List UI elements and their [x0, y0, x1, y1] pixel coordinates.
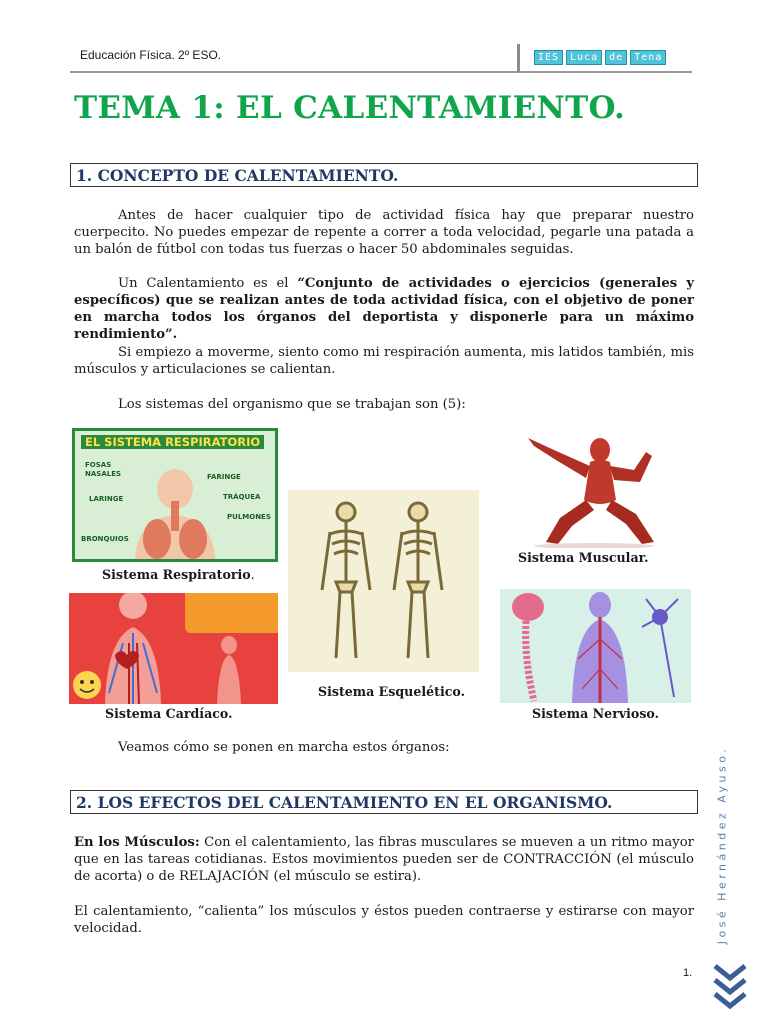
- paragraph-speed: El calentamiento, “calienta” los músculos y éstos pueden contraerse y estirarse con mayor velocidad.: [74, 904, 694, 936]
- label-fosas: FOSAS NASALES: [85, 461, 122, 478]
- muscular-system-image: [524, 430, 669, 548]
- skeletal-system-image: [288, 490, 479, 672]
- header-rule: [70, 71, 520, 73]
- caption-respiratorio: Sistema Respiratorio.: [102, 567, 255, 582]
- respiratory-image-title: EL SISTEMA RESPIRATORIO: [81, 435, 264, 449]
- section-heading-2: 2. LOS EFECTOS DEL CALENTAMIENTO EN EL ORGANISMO.: [70, 790, 698, 814]
- paragraph-transition: Veamos cómo se ponen en marcha estos órganos:: [118, 740, 450, 755]
- logo-word: Tena: [630, 50, 666, 65]
- logo-word: de: [605, 50, 627, 65]
- caption-nervioso: Sistema Nervioso.: [532, 706, 659, 721]
- heart-icon: [69, 593, 278, 704]
- muscles-label: En los Músculos:: [74, 835, 200, 850]
- label-pulmones: PULMONES: [227, 513, 271, 521]
- logo-word: Luca: [566, 50, 602, 65]
- page-title: TEMA 1: EL CALENTAMIENTO.: [74, 90, 626, 126]
- caption-muscular: Sistema Muscular.: [518, 550, 649, 565]
- paragraph-systems: Los sistemas del organismo que se trabajan son (5):: [118, 397, 466, 412]
- definition-bold: “Conjunto de actividades o ejercicios (generales y específicos) que se realizan antes de toda actividad física, con el objetivo de poner en marcha todos los órganos del deportista y disponerle para un máximo rendimiento”.: [74, 276, 694, 342]
- chevron-down-icon: [712, 962, 748, 1014]
- paragraph-muscles: [74, 834, 694, 885]
- skeleton-icon: [288, 490, 479, 672]
- label-bronquios: BRONQUIOS: [81, 535, 129, 543]
- caption-respiratorio-text: Sistema Respiratorio: [102, 567, 251, 582]
- logo-word: IES: [534, 50, 563, 65]
- header-divider: [517, 44, 520, 72]
- label-faringe: FARINGE: [207, 473, 241, 481]
- paragraph-feelings: Si empiezo a moverme, siento como mi respiración aumenta, mis latidos también, mis músculos y articulaciones se calientan.: [74, 345, 694, 377]
- header-course: Educación Física. 2º ESO.: [80, 48, 222, 62]
- header-rule-right: [520, 71, 692, 73]
- label-traquea: TRÁQUEA: [223, 493, 261, 501]
- circulatory-system-image: [69, 593, 278, 704]
- paragraph-intro: Antes de hacer cualquier tipo de actividad física hay que preparar nuestro cuerpecito. No puedes empezar de repente a correr a toda velocidad, pegarle una patada a un balón de fútbol con todas tus fuerzas o hacer 50 abdominales seguidas.: [74, 208, 694, 257]
- section-heading-1: 1. CONCEPTO DE CALENTAMIENTO.: [70, 163, 698, 187]
- paragraph-definition: [74, 275, 694, 343]
- caption-cardiaco: Sistema Cardíaco.: [105, 706, 233, 721]
- school-logo: [534, 50, 666, 65]
- page-number: 1.: [683, 967, 693, 979]
- respiratory-system-image: [72, 428, 278, 562]
- definition-intro: Un Calentamiento es el: [118, 276, 298, 291]
- brain-icon: [500, 589, 691, 703]
- author-vertical: [712, 745, 732, 945]
- author-name: José Hernández Ayuso.: [715, 745, 729, 945]
- muscle-figure-icon: [524, 430, 669, 548]
- caption-esqueletico: Sistema Esquelético.: [318, 684, 465, 699]
- muscles-text: Con el calentamiento, las fibras musculares se mueven a un ritmo mayor que en las tareas cotidianas. Estos movimientos pueden ser de CONTRACCIÓN (el músculo de acorta) o de RELAJACIÓN (el músculo se estira).: [74, 835, 694, 884]
- nervous-system-image: [500, 589, 691, 703]
- label-laringe: LARINGE: [89, 495, 124, 503]
